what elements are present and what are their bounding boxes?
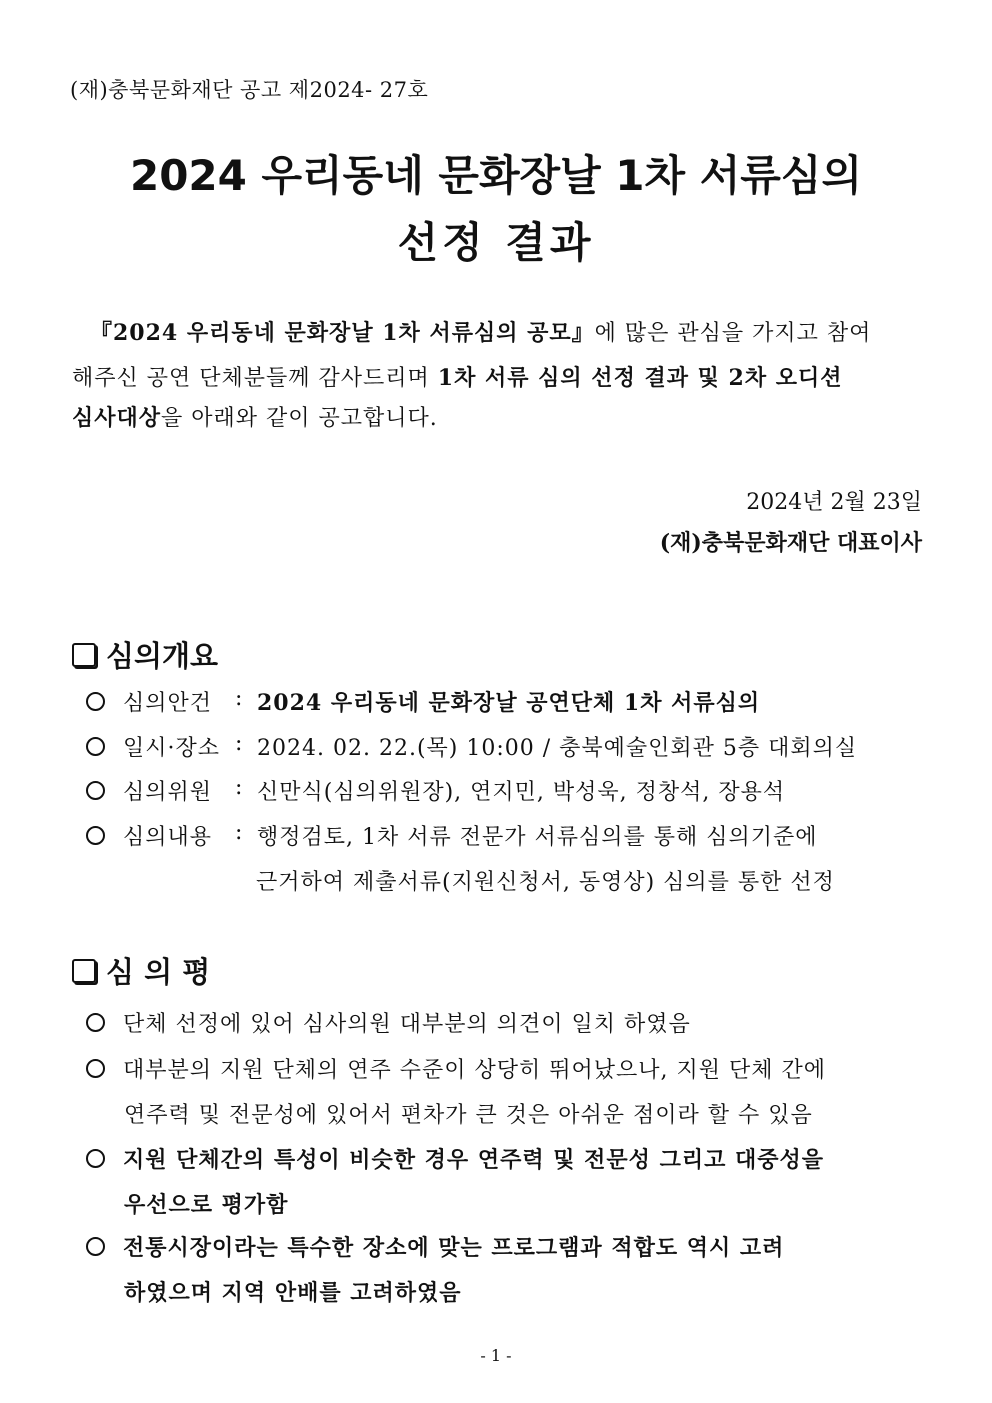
intro-text: 에 많은 관심을 가지고 참여 bbox=[594, 321, 872, 346]
section-heading-text: 심 의 평 bbox=[106, 955, 211, 989]
intro-highlight: 심사대상 bbox=[72, 405, 162, 431]
overview-colon: : bbox=[235, 686, 243, 711]
intro-text: 을 아래와 같이 공고합니다. bbox=[161, 406, 438, 431]
intro-text: 해주신 공연 단체분들께 감사드리며 bbox=[72, 366, 438, 391]
intro-line-2 bbox=[72, 361, 843, 392]
overview-colon: : bbox=[235, 820, 243, 845]
bullet-circle-icon bbox=[86, 1013, 105, 1032]
bullet-circle-icon bbox=[86, 692, 105, 711]
page-number: - 1 - bbox=[480, 1346, 512, 1365]
intro-highlight: 1차 서류 심의 선정 결과 및 2차 오디션 bbox=[437, 365, 843, 391]
bullet-circle-icon bbox=[86, 1059, 105, 1078]
page-title-line-2: 선정 결과 bbox=[397, 218, 595, 267]
review-text: 지원 단체간의 특성이 비슷한 경우 연주력 및 전문성 그리고 대중성을 bbox=[123, 1147, 824, 1173]
page-title-line-1: 2024 우리동네 문화장날 1차 서류심의 bbox=[129, 151, 863, 200]
overview-label: 심의안건 bbox=[123, 691, 213, 716]
section-heading-review bbox=[72, 950, 210, 991]
review-text: 전통시장이라는 특수한 장소에 맞는 프로그램과 적합도 역시 고려 bbox=[123, 1235, 785, 1261]
notice-number: (재)충북문화재단 공고 제2024- 27호 bbox=[70, 78, 429, 102]
review-item bbox=[86, 1231, 784, 1262]
intro-line-3 bbox=[72, 401, 438, 432]
issuer: (재)충북문화재단 대표이사 bbox=[659, 530, 922, 556]
review-item bbox=[86, 1053, 826, 1084]
review-text-continued: 우선으로 평가함 bbox=[124, 1192, 289, 1218]
review-text-continued: 연주력 및 전문성에 있어서 편차가 큰 것은 아쉬운 점이라 할 수 있음 bbox=[124, 1103, 813, 1128]
review-text-continued: 하였으며 지역 안배를 고려하였음 bbox=[124, 1280, 462, 1306]
overview-value: 신만식(심의위원장), 연지민, 박성욱, 정창석, 장용석 bbox=[257, 780, 786, 805]
announcement-date: 2024년 2월 23일 bbox=[746, 490, 922, 515]
intro-contest-name: 『2024 우리동네 문화장날 1차 서류심의 공모』 bbox=[90, 320, 595, 346]
overview-colon: : bbox=[235, 775, 243, 800]
overview-value: 2024. 02. 22.(목) 10:00 / 충북예술인회관 5층 대회의실 bbox=[257, 736, 858, 761]
overview-item bbox=[86, 731, 857, 762]
overview-item bbox=[86, 820, 818, 851]
review-item bbox=[86, 1007, 691, 1038]
bullet-circle-icon bbox=[86, 737, 105, 756]
section-heading-overview bbox=[72, 634, 218, 675]
bullet-circle-icon bbox=[86, 1149, 105, 1168]
checkbox-square-icon bbox=[72, 643, 96, 667]
checkbox-square-icon bbox=[72, 959, 96, 983]
overview-colon: : bbox=[235, 731, 243, 756]
overview-item bbox=[86, 775, 785, 806]
review-item bbox=[86, 1143, 824, 1174]
bullet-circle-icon bbox=[86, 1237, 105, 1256]
review-text: 대부분의 지원 단체의 연주 수준이 상당히 뛰어났으나, 지원 단체 간에 bbox=[123, 1058, 826, 1083]
overview-label: 심의위원 bbox=[123, 780, 213, 805]
overview-label: 일시·장소 bbox=[123, 736, 221, 761]
overview-label: 심의내용 bbox=[123, 825, 213, 850]
overview-value: 2024 우리동네 문화장날 공연단체 1차 서류심의 bbox=[257, 690, 761, 716]
section-heading-text: 심의개요 bbox=[106, 639, 219, 673]
review-text: 단체 선정에 있어 심사의원 대부분의 의견이 일치 하였음 bbox=[123, 1012, 691, 1037]
bullet-circle-icon bbox=[86, 826, 105, 845]
overview-item bbox=[86, 686, 760, 717]
bullet-circle-icon bbox=[86, 781, 105, 800]
overview-value: 행정검토, 1차 서류 전문가 서류심의를 통해 심의기준에 bbox=[257, 825, 818, 850]
overview-value-continued: 근거하여 제출서류(지원신청서, 동영상) 심의를 통한 선정 bbox=[256, 870, 835, 895]
intro-line-1 bbox=[90, 316, 871, 347]
